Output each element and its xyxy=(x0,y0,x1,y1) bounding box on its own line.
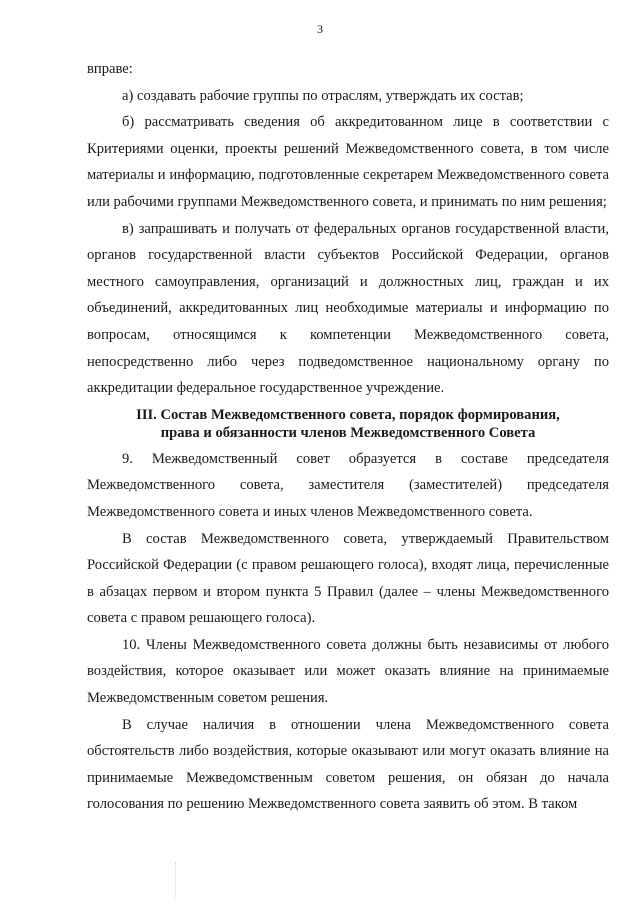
page-number: 3 xyxy=(317,22,323,36)
scan-artifact-mark xyxy=(175,862,178,898)
paragraph-item-b: б) рассматривать сведения об аккредитованном лице в соответствии с Критериями оценки, проекты решений Межведомственного совета, в том числе материалы и информацию, подготовленные секретарем Межведомственного совета или рабочими группами Межведомственного совета, и принимать по ним решения; xyxy=(87,114,609,210)
paragraph-clause-9: 9. Межведомственный совет образуется в составе председателя Межведомственного совета, заместителя (заместителей) председателя Межведомственного совета и иных членов Межведомственного совета. xyxy=(87,450,609,520)
paragraph-conflict: В случае наличия в отношении члена Межведомственного совета обстоятельств либо воздействия, которые оказывают или могут оказать влияние на принимаемые Межведомственным советом решения, он обязан до начала голосования по решению Межведомственного совета заявить об этом. В таком xyxy=(87,716,609,813)
paragraph-clause-10: 10. Члены Межведомственного совета должны быть независимы от любого воздействия, которое оказывает или может оказать влияние на принимаемые Межведомственным советом решения. xyxy=(87,636,609,707)
paragraph-item-a: а) создавать рабочие группы по отраслям, утверждать их состав; xyxy=(122,87,524,104)
section-heading xyxy=(87,402,609,446)
paragraph-empowered: вправе: xyxy=(87,61,133,77)
document-body xyxy=(87,56,609,818)
section-heading-line-1: III. Состав Межведомственного совета, порядок формирования, xyxy=(136,406,560,423)
paragraph-item-v: в) запрашивать и получать от федеральных органов государственной власти, органов государственной власти субъектов Российской Федерации, органов местного самоуправления, организаций и должностных лиц, граждан и их объединений, аккредитованных лиц необходимые материалы и информацию по вопросам, относящимся к компетенции Межведомственного совета, непосредственно либо через подведомственное национальному органу по аккредитации федеральное государственное учреждение. xyxy=(87,220,609,397)
paragraph-composition: В состав Межведомственного совета, утверждаемый Правительством Российской Федерации (с правом решающего голоса), входят лица, перечисленные в абзацах первом и втором пункта 5 Правил (далее – члены Межведомственного совета с правом решающего голоса). xyxy=(87,530,609,627)
section-heading-line-2: права и обязанности членов Межведомственного Совета xyxy=(160,424,536,441)
